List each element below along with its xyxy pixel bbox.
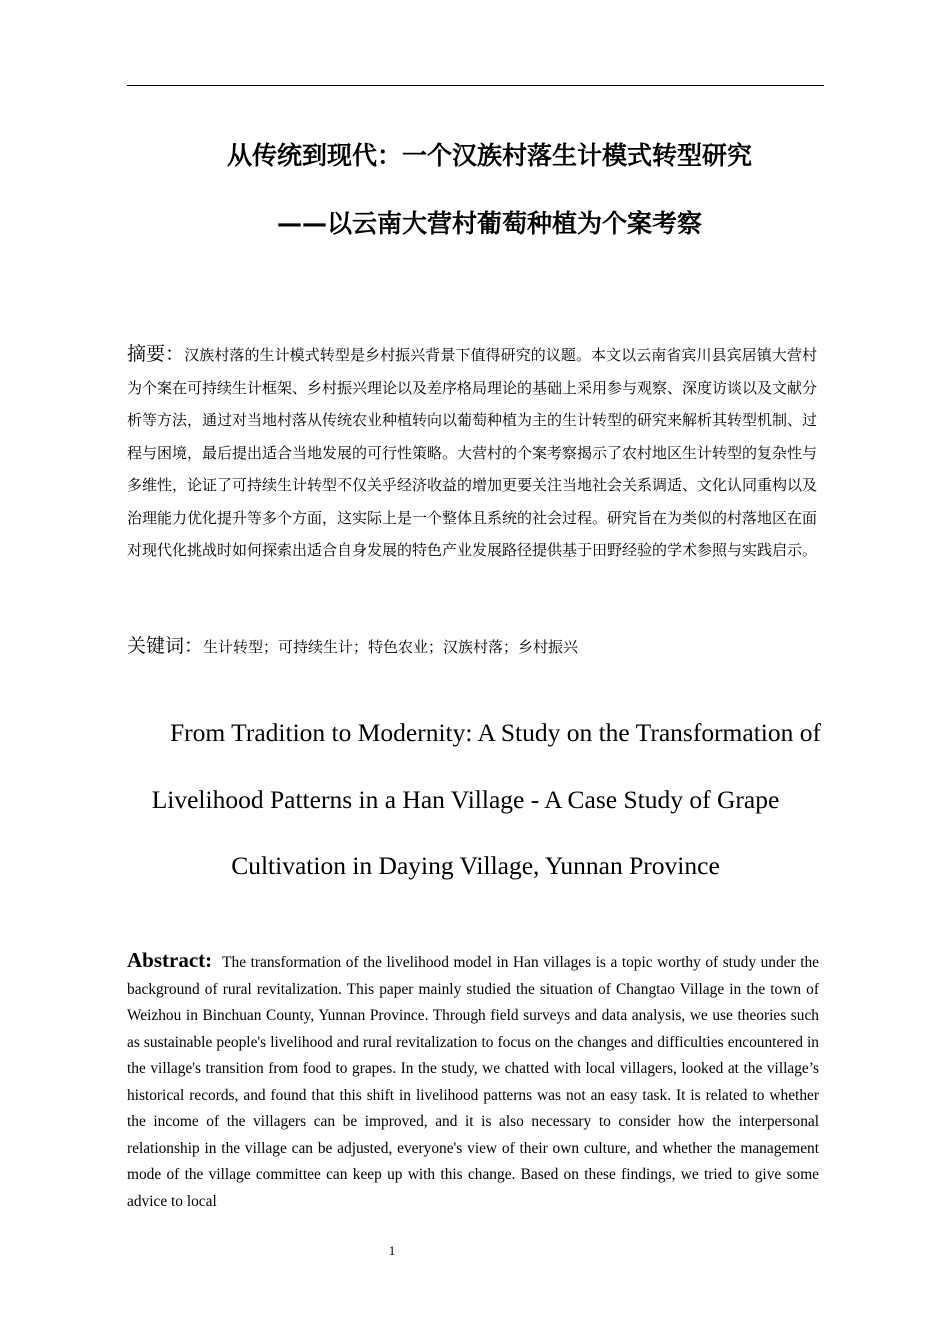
- chinese-abstract-text: 汉族村落的生计模式转型是乡村振兴背景下值得研究的议题。本文以云南省宾川县宾居镇大营村为个案在可持续生计框架、乡村振兴理论以及差序格局理论的基础上采用参与观察、深度访谈以及文献分析等方法，通过对当地村落从传统农业种植转向以葡萄种植为主的生计转型的研究来解析其转型机制、过程与困境，最后提出适合当地发展的可行性策略。大营村的个案考察揭示了农村地区生计转型的复杂性与多维性，论证了可持续生计转型不仅关乎经济收益的增加更要关注当地社会关系调适、文化认同重构以及治理能力优化提升等多个方面，这实际上是一个整体且系统的社会过程。研究旨在为类似的村落地区在面对现代化挑战时如何探索出适合自身发展的特色产业发展路径提供基于田野经验的学术参照与实践启示。: [127, 346, 818, 559]
- english-abstract-text: The transformation of the livelihood model in Han villages is a topic worthy of study under the background of rural revitalization. This paper mainly studied the situation of Changtao Village in the town of Weizhou in Binchuan County, Yunnan Province. Through field surveys and data analysis, we use theories such as sustainable people's livelihood and rural revitalization to focus on the changes and difficulties encountered in the village's transition from food to grapes. In the study, we chatted with local villagers, looked at the village’s historical records, and found that this shift in livelihood patterns was not an easy task. It is related to whether the income of the villagers can be improved, and it is also necessary to consider how the interpersonal relationship in the village can be adjusted, everyone's view of their own culture, and whether the management mode of the village committee can keep up with this change. Based on these findings, we tried to give some advice to local: [127, 954, 819, 1210]
- chinese-title-line-1: 从传统到现代：一个汉族村落生计模式转型研究: [226, 141, 752, 170]
- header-rule: [127, 85, 824, 86]
- chinese-keywords-label: 关键词：: [127, 635, 204, 657]
- english-abstract: [127, 947, 819, 1215]
- english-title-line-2: Livelihood Patterns in a Han Village - A Case Study of Grape: [151, 784, 780, 814]
- english-title: [127, 700, 824, 900]
- chinese-keywords-text: 生计转型；可持续生计；特色农业；汉族村落；乡村振兴: [203, 638, 579, 656]
- page-number: 1: [388, 1243, 396, 1258]
- chinese-abstract: [127, 338, 817, 567]
- chinese-abstract-label: 摘要：: [127, 343, 185, 365]
- english-abstract-label: Abstract:: [127, 948, 213, 972]
- chinese-title-line-2: ——以云南大营村葡萄种植为个案考察: [276, 209, 702, 238]
- english-title-line-1: From Tradition to Modernity: A Study on the Transformation of: [169, 718, 821, 747]
- english-title-line-3: Cultivation in Daying Village, Yunnan Province: [231, 851, 720, 880]
- chinese-keywords: [127, 630, 817, 663]
